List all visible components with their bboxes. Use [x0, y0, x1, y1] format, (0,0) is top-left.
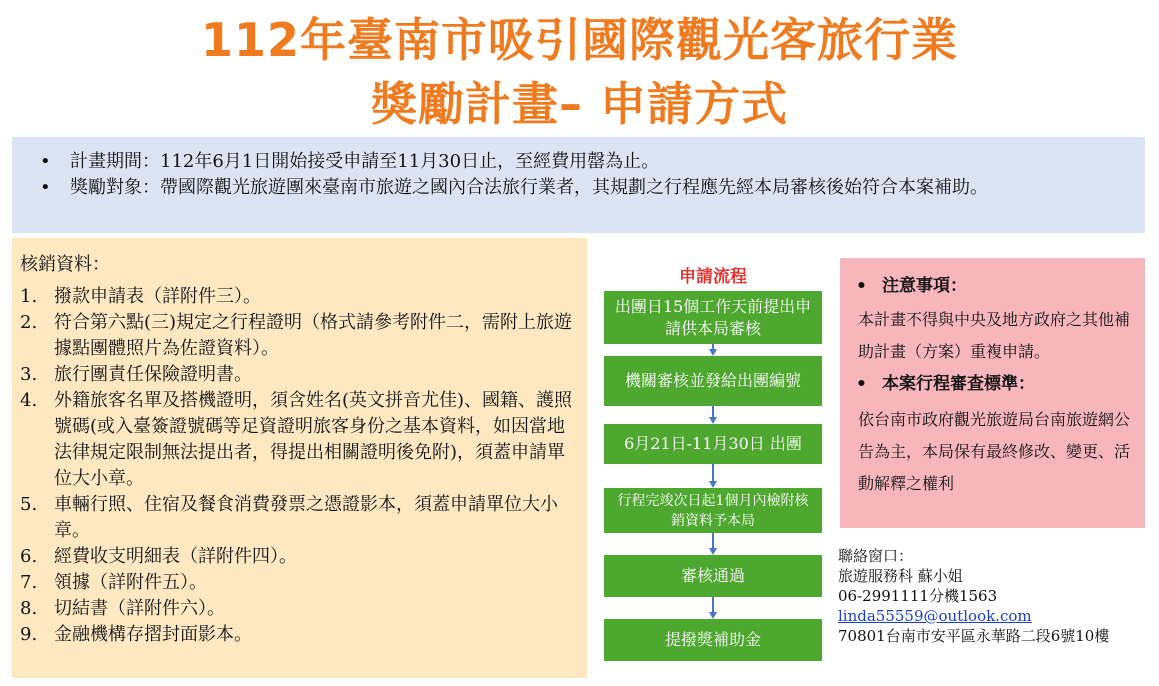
list-item-text: 符合第六點(三)規定之行程證明（格式請參考附件二，需附上旅遊據點團體照片為佐證資料）。	[54, 312, 573, 359]
list-item	[20, 544, 577, 570]
flow-step-tour: 6月21日-11月30日 出團	[604, 424, 822, 464]
list-item-number: 6.	[20, 546, 38, 567]
summary-panel	[12, 137, 1145, 233]
summary-item-period: • 計畫期間：112年6月1日開始接受申請至11月30日止，至經費用罄為止。	[36, 149, 1127, 175]
list-item-text: 領據（詳附件五）。	[54, 572, 207, 593]
verification-heading: 核銷資料：	[20, 254, 110, 275]
list-item	[20, 492, 577, 544]
criteria-heading-row	[848, 372, 1137, 396]
arrow-down-icon	[709, 344, 717, 356]
criteria-heading: 本案行程審查標準：	[882, 374, 1035, 394]
notes-panel	[840, 258, 1145, 528]
list-item	[20, 596, 577, 622]
list-item-number: 4.	[20, 390, 38, 411]
arrow-down-icon	[709, 533, 717, 555]
list-item-text: 外籍旅客名單及搭機證明，須含姓名(英文拼音尤佳)、國籍、護照號碼(或入臺簽證號碼等足資證明旅客身份之基本資料，如因當地法律規定限制無法提出者，得提出相關證明後免附)，須蓋申請單位大小章。	[54, 390, 573, 489]
criteria-text: 依台南市政府觀光旅遊局台南旅遊網公告為主，本局保有最終修改、變更、活動解釋之權利	[858, 410, 1131, 493]
contact-block	[838, 546, 1109, 646]
list-item-number: 5.	[20, 494, 38, 515]
contact-dept: 旅遊服務科 蘇小姐	[838, 567, 963, 585]
summary-item-target: • 獎勵對象：帶國際觀光旅遊團來臺南市旅遊之國內合法旅行業者，其規劃之行程應先經本局審核後始符合本案補助。	[36, 175, 1127, 201]
list-item-number: 2.	[20, 312, 38, 333]
contact-phone: 06-2991111分機1563	[838, 587, 998, 605]
contact-address: 70801台南市安平區永華路二段6號10樓	[838, 627, 1110, 645]
list-item	[20, 570, 577, 596]
flow-step-grant: 提撥獎補助金	[604, 619, 822, 661]
list-item	[20, 284, 577, 310]
arrow-down-icon	[709, 406, 717, 424]
list-item-text: 旅行團責任保險證明書。	[54, 364, 252, 385]
list-item-text: 車輛行照、住宿及餐食消費發票之憑證影本，須蓋申請單位大小章。	[54, 494, 558, 541]
flow-step-apply: 出團日15個工作天前提出申請供本局審核	[604, 291, 822, 344]
list-item-text: 撥款申請表（詳附件三）。	[54, 286, 261, 307]
bullet-icon: •	[856, 374, 867, 394]
list-item-text: 切結書（詳附件六）。	[54, 598, 225, 619]
flow-title: 申請流程	[679, 267, 747, 287]
verification-panel	[12, 238, 587, 678]
contact-email-link[interactable]: linda55559@outlook.com	[838, 607, 1032, 625]
list-item	[20, 310, 577, 362]
flow-step-review: 機關審核並發給出團編號	[604, 356, 822, 406]
list-item-number: 1.	[20, 286, 38, 307]
list-item-number: 8.	[20, 598, 38, 619]
list-item	[20, 362, 577, 388]
contact-label: 聯絡窗口：	[838, 547, 914, 565]
flow-step-submit: 行程完竣次日起1個月內檢附核銷資料予本局	[604, 488, 822, 533]
page-subtitle: 獎勵計畫– 申請方式	[370, 77, 788, 131]
list-item	[20, 622, 577, 648]
arrow-down-icon	[709, 464, 717, 488]
bullet-icon: •	[856, 276, 867, 296]
list-item-number: 7.	[20, 572, 38, 593]
notes-heading: 注意事項：	[882, 276, 967, 296]
list-item-number: 3.	[20, 364, 38, 385]
notes-text: 本計畫不得與中央及地方政府之其他補助計畫（方案）重複申請。	[858, 310, 1131, 361]
list-item-text: 經費收支明細表（詳附件四）。	[54, 546, 297, 567]
list-item-text: 金融機構存摺封面影本。	[54, 624, 252, 645]
list-item-number: 9.	[20, 624, 38, 645]
list-item	[20, 388, 577, 492]
notes-heading-row	[848, 274, 1137, 298]
arrow-down-icon	[709, 597, 717, 619]
flow-step-approved: 審核通過	[604, 555, 822, 597]
page-title: 112年臺南市吸引國際觀光客旅行業	[200, 13, 959, 67]
